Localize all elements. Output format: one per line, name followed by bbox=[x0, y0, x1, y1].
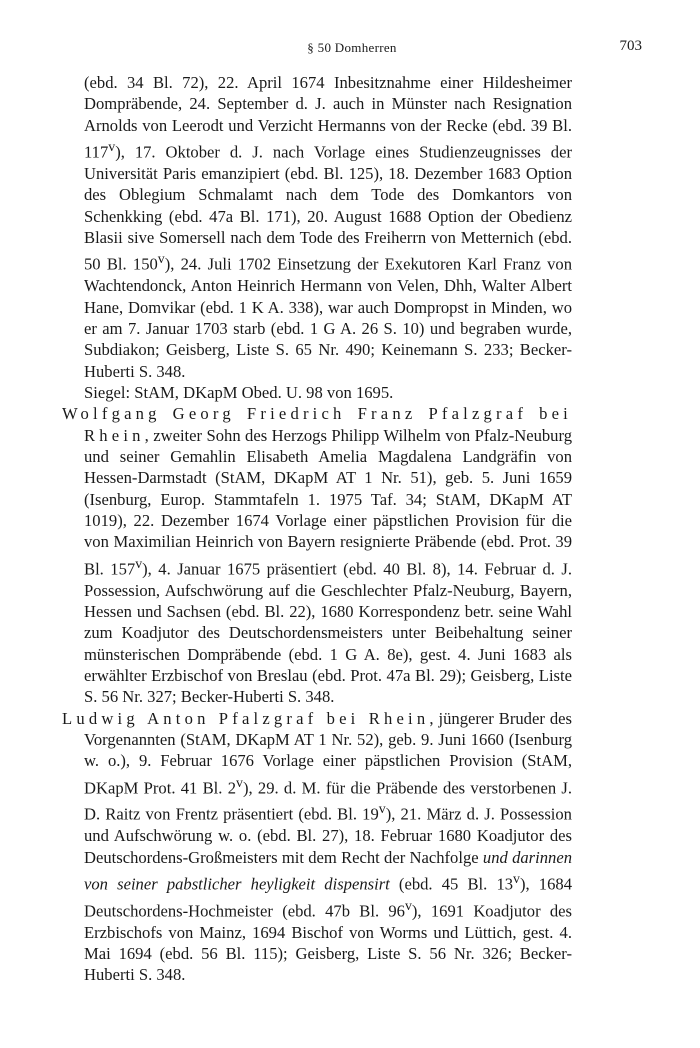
text-run: (ebd. 45 Bl. 13 bbox=[389, 874, 514, 894]
text-run: ), 29. d. M. für die Präbende des verstorbenen J. D. Raitz von Frentz präsentiert (ebd. Bl. 19 bbox=[84, 778, 572, 824]
seal-note: Siegel: StAM, DKapM Obed. U. 98 von 1695. bbox=[84, 382, 394, 402]
running-header bbox=[62, 40, 642, 60]
text-run: (ebd. 34 Bl. 72), 22. April 1674 Inbesitznahme einer Hildesheimer Dompräbende, 24. September d. J. auch in Münster nach Resignation Arnolds von Leerodt und Verzicht Hermanns von der Recke (ebd. 39 Bl. 117 bbox=[84, 73, 572, 162]
continuation-paragraph bbox=[62, 72, 572, 382]
page-number: 703 bbox=[619, 38, 642, 54]
text-run: ), 4. Januar 1675 präsentiert (ebd. 40 Bl. 8), 14. Februar d. J. Possession, Aufschwörung auf die Geschlechter Pfalz-Neuburg, Bayern, Hessen und Sachsen (ebd. Bl. 22), 1680 Korrespondenz betr. seine Wahl zum Koadjutor des Deutschordensmeisters unter Beibehaltung seiner münsterischen Dompräbende (ebd. 1 G A. 8e), gest. 4. Juni 1683 als erwählter Erzbischof von Breslau (ebd. Prot. 47a Bl. 29); Geisberg, Liste S. 56 Nr. 327; Becker-Huberti S. 348. bbox=[84, 559, 572, 707]
verso-mark: v bbox=[236, 774, 243, 790]
person-name: Wolfgang Georg Friedrich Franz Pfalzgraf bei Rhein bbox=[62, 404, 572, 445]
verso-mark: v bbox=[404, 897, 412, 913]
verso-mark: v bbox=[108, 139, 116, 155]
text-run: ), 21. März d. J. Possession und Aufschwörung w. o. (ebd. Bl. 27), 18. Februar 1680 Koadjutor des Deutschordens-Großmeisters mit dem Recht der Nachfolge bbox=[84, 805, 572, 867]
page-body bbox=[62, 72, 572, 986]
verso-mark: v bbox=[135, 555, 143, 571]
verso-mark: v bbox=[378, 801, 386, 817]
text-run: , jüngerer Bruder des Vorgenannten (StAM, DKapM AT 1 Nr. 52), geb. 9. Juni 1660 (Isenburg w. o.), 9. Februar 1676 Vorlage einer päpstlichen Provision (StAM, DKapM Prot. 41 Bl. 2 bbox=[84, 708, 572, 798]
biography-entry-wolfgang bbox=[62, 403, 572, 707]
text-run: ), 1691 Koadjutor des Erzbischofs von Mainz, 1694 Bischof von Worms und Lüttich, gest. 4. Mai 1694 (ebd. 56 Bl. 115); Geisberg, Liste S. 56 Nr. 326; Becker-Huberti S. 348. bbox=[84, 901, 572, 985]
verso-mark: v bbox=[157, 251, 165, 267]
verso-mark: v bbox=[513, 871, 520, 887]
text-run: ), 24. Juli 1702 Einsetzung der Exekutoren Karl Franz von Wachtendonck, Anton Heinrich Hermann von Velen, Dhh, Walter Albert Hane, Domvikar (ebd. 1 K A. 338), war auch Dompropst in Minden, wo er am 7. Januar 1703 starb (ebd. 1 G A. 26 S. 10) und begraben wurde, Subdiakon; Geisberg, Liste S. 65 Nr. 490; Keinemann S. 233; Becker-Huberti S. 348. bbox=[84, 254, 573, 381]
text-run: ), 1684 Deutschordens-Hochmeister (ebd. 47b Bl. 96 bbox=[84, 874, 572, 921]
text-run: ), 17. Oktober d. J. nach Vorlage eines Studienzeugnisses der Universität Paris emanzipiert (ebd. Bl. 125), 18. Dezember 1683 Option des Oblegium Schmalamt nach dem Tode des Domkantors von Schenkking (ebd. 47a Bl. 171), 20. August 1688 Option der Obedienz Blasii sive Somersell nach dem Tode des Freiherrn von Metternich (ebd. 50 Bl. 150 bbox=[84, 142, 572, 274]
biography-entry-ludwig bbox=[62, 708, 572, 986]
running-title: § 50 Domherren bbox=[307, 40, 397, 55]
italic-quotation: und darinnen von seiner pabstlicher heyligkeit dispensirt bbox=[84, 847, 572, 894]
text-run: , zweiter Sohn des Herzogs Philipp Wilhelm von Pfalz-Neuburg und seiner Gemahlin Elisabeth Amelia Magdalena Landgräfin von Hessen-Darmstadt (StAM, DKapM AT 1 Nr. 51), geb. 5. Juni 1659 (Isenburg, Europ. Stammtafeln 1. 1975 Taf. 34; StAM, DKapM AT 1019), 22. Dezember 1674 Vorlage einer päpstlichen Provision für die von Maximilian Heinrich von Bayern resignierte Präbende (ebd. Prot. 39 Bl. 157 bbox=[84, 425, 572, 579]
person-name: Ludwig Anton Pfalzgraf bei Rhein bbox=[62, 708, 430, 728]
